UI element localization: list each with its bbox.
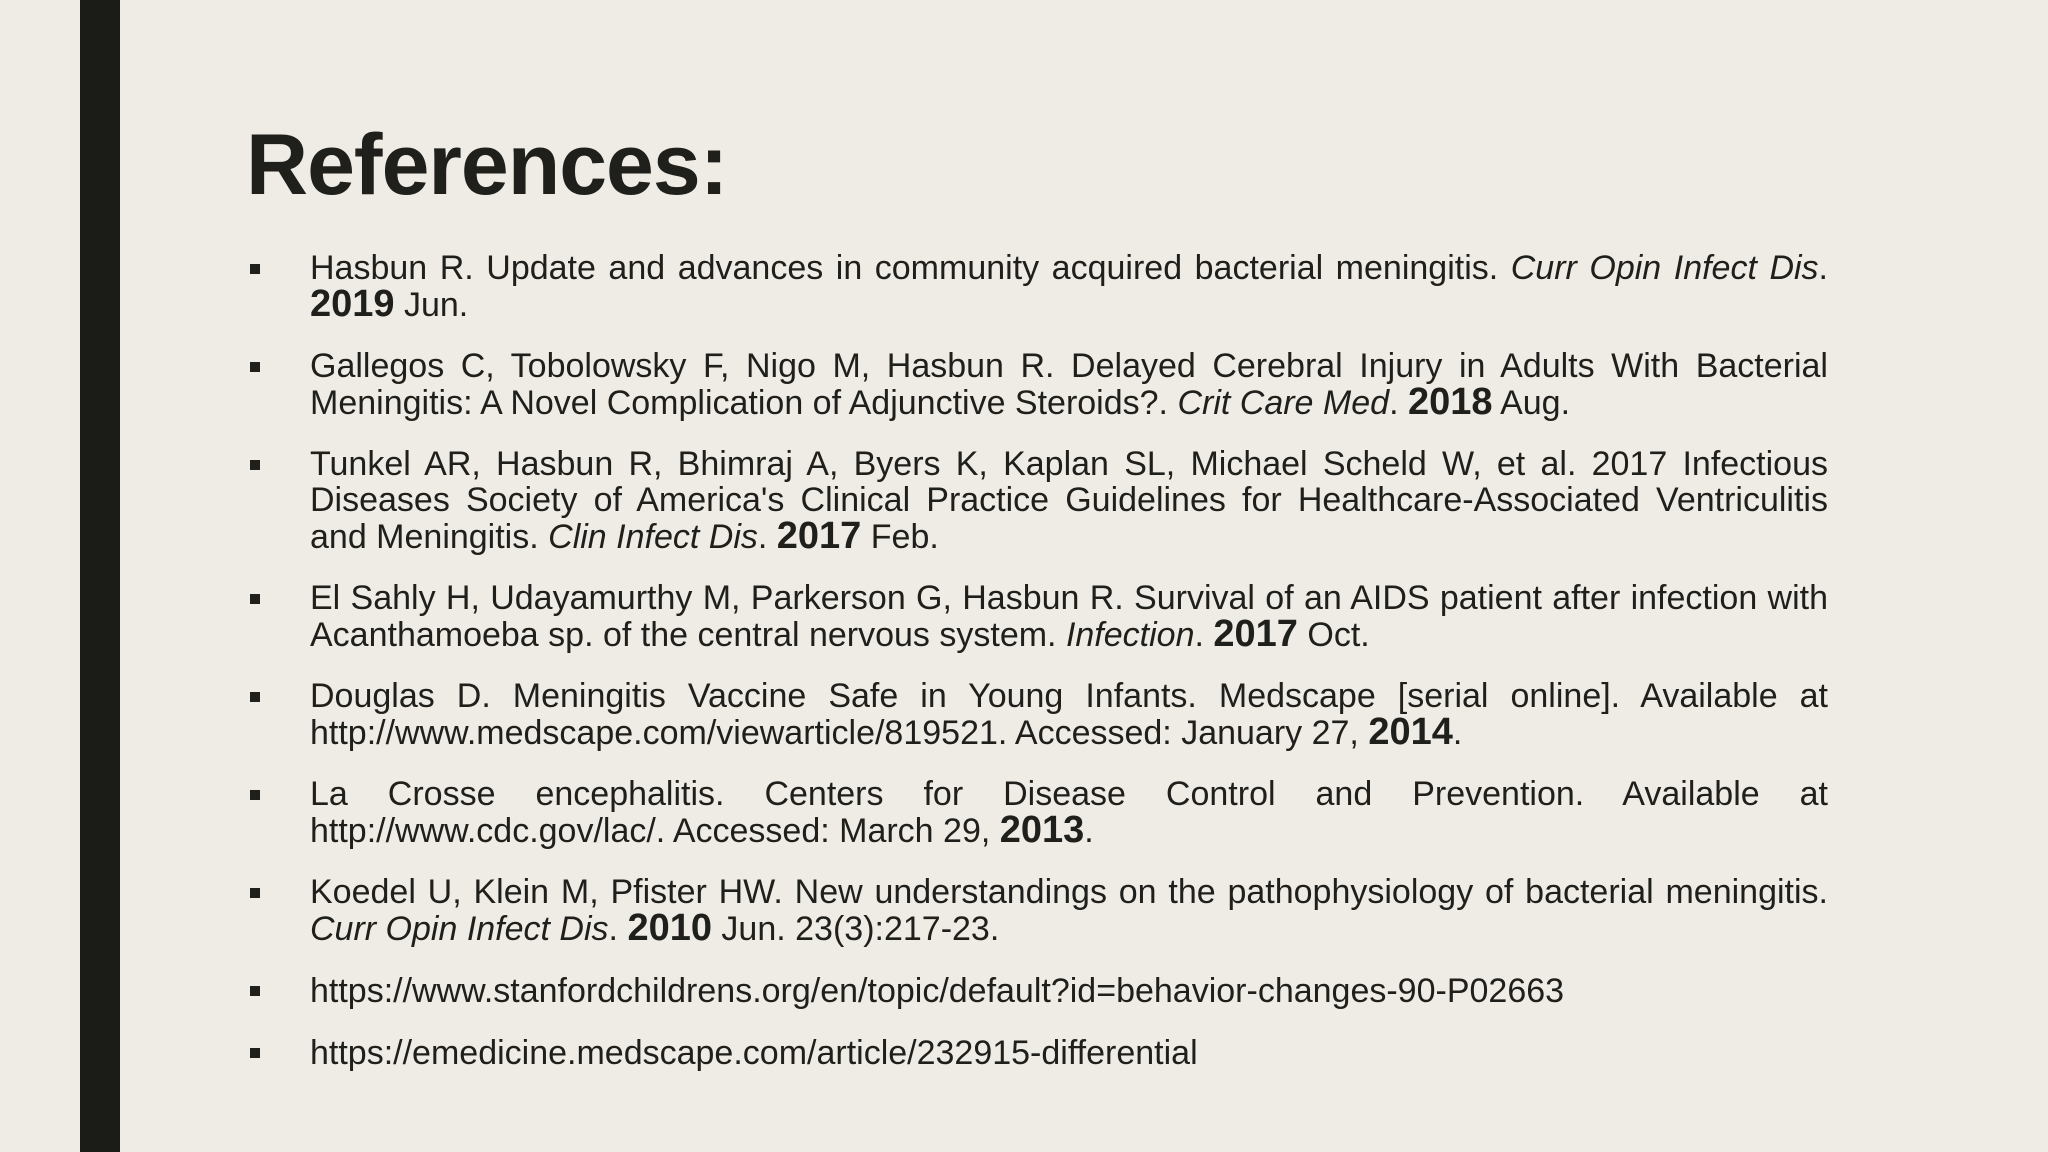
reference-year: 2019 xyxy=(310,283,395,325)
reference-year: 2017 xyxy=(776,515,862,557)
reference-year: 2010 xyxy=(627,907,712,949)
reference-text: Gallegos C, Tobolowsky F, Nigo M, Hasbun R. Delayed Cerebral Injury in Adults With Bacterial Meningitis: A Novel Complication of Adjunctive Steroids?. xyxy=(310,347,1828,422)
reference-year: 2014 xyxy=(1368,711,1453,753)
reference-link[interactable]: https://www.stanfordchildrens.org/en/topic/default?id=behavior-changes-90-P02663 xyxy=(310,972,1565,1010)
square-bullet-icon xyxy=(250,1048,260,1058)
reference-item xyxy=(248,874,1828,947)
reference-text: La Crosse encephalitis. Centers for Disease Control and Prevention. Available at http://www.cdc.gov/lac/. Accessed: March 29, xyxy=(310,775,1828,850)
reference-separator: . xyxy=(1818,249,1828,287)
reference-year: 2018 xyxy=(1407,381,1493,423)
reference-journal: Curr Opin Infect Dis xyxy=(1510,249,1819,287)
reference-item xyxy=(248,678,1828,751)
reference-journal: Crit Care Med xyxy=(1177,384,1390,422)
square-bullet-icon xyxy=(250,692,260,702)
reference-item xyxy=(248,446,1828,555)
reference-year: 2013 xyxy=(999,809,1085,851)
square-bullet-icon xyxy=(250,888,260,898)
reference-item xyxy=(248,348,1828,421)
reference-separator: . xyxy=(757,518,777,556)
reference-tail: . xyxy=(1084,812,1094,850)
slide-title: References: xyxy=(246,117,728,213)
reference-tail: Oct. xyxy=(1297,616,1370,654)
reference-item xyxy=(248,1034,1828,1071)
square-bullet-icon xyxy=(250,986,260,996)
reference-text: Koedel U, Klein M, Pfister HW. New understandings on the pathophysiology of bacterial meningitis. xyxy=(310,873,1828,911)
reference-separator: . xyxy=(608,910,628,948)
reference-tail: Jun. xyxy=(394,286,469,324)
reference-separator: . xyxy=(1389,384,1408,422)
reference-item xyxy=(248,776,1828,849)
square-bullet-icon xyxy=(250,362,260,372)
reference-item xyxy=(248,250,1828,323)
reference-tail: . xyxy=(1452,714,1463,752)
reference-item xyxy=(248,580,1828,653)
square-bullet-icon xyxy=(250,790,260,800)
reference-separator: . xyxy=(1194,616,1214,654)
reference-text: Tunkel AR, Hasbun R, Bhimraj A, Byers K, Kaplan SL, Michael Scheld W, et al. 2017 Infectious Diseases Society of America's Clinical Practice Guidelines for Healthcare-Associated Ventriculitis and Meningitis. xyxy=(310,445,1828,556)
reference-item xyxy=(248,972,1828,1009)
reference-tail: Feb. xyxy=(861,518,939,556)
reference-link[interactable]: https://emedicine.medscape.com/article/232915-differential xyxy=(310,1034,1198,1072)
reference-list xyxy=(248,250,1828,1096)
square-bullet-icon xyxy=(250,594,260,604)
reference-tail: Aug. xyxy=(1492,384,1571,422)
reference-text: El Sahly H, Udayamurthy M, Parkerson G, Hasbun R. Survival of an AIDS patient after infection with Acanthamoeba sp. of the central nervous system. xyxy=(310,579,1828,654)
square-bullet-icon xyxy=(250,460,260,470)
reference-tail: Jun. 23(3):217-23. xyxy=(711,910,1000,948)
left-accent-bar xyxy=(80,0,120,1152)
reference-journal: Clin Infect Dis xyxy=(548,518,758,556)
reference-year: 2017 xyxy=(1213,613,1298,655)
square-bullet-icon xyxy=(250,264,260,274)
reference-journal: Infection xyxy=(1065,616,1195,654)
reference-journal: Curr Opin Infect Dis xyxy=(310,910,609,948)
reference-text: Douglas D. Meningitis Vaccine Safe in Young Infants. Medscape [serial online]. Available at http://www.medscape.com/viewarticle/819521. Accessed: January 27, xyxy=(310,677,1828,752)
reference-text: Hasbun R. Update and advances in community acquired bacterial meningitis. xyxy=(310,249,1511,287)
